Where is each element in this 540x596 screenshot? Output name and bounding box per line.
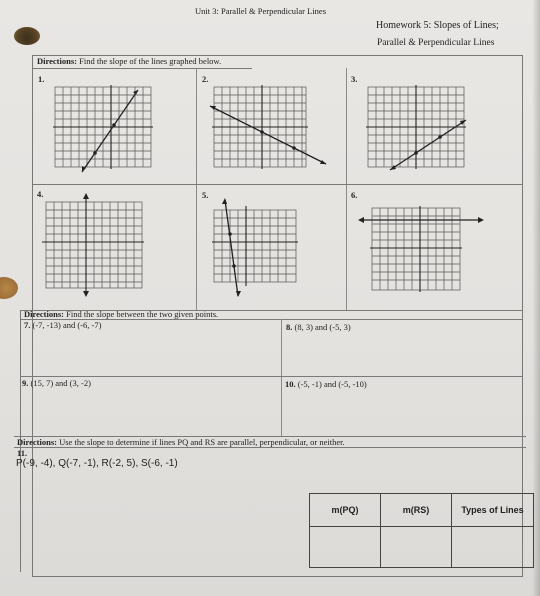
graph-3-axes (366, 85, 466, 169)
directions-text: Use the slope to determine if lines PQ and RS are parallel, perpendicular, or neither. (56, 437, 345, 447)
graph-5-point-a (228, 232, 232, 236)
graph-4 (38, 190, 146, 300)
graph-5-line (225, 200, 238, 296)
problem-2-number: 2. (202, 74, 209, 84)
problem-9 (22, 378, 91, 388)
header-slope-rs: m(RS) (381, 494, 452, 527)
graph-3-point-b (438, 135, 442, 139)
problem-9-text: (15, 7) and (3, -2) (30, 378, 91, 388)
problem-11-number: 11. (17, 448, 28, 458)
answer-slope-pq[interactable] (310, 527, 381, 568)
problem-7 (24, 320, 101, 330)
graph-6-arrow-right (478, 217, 484, 223)
problem-10-text: (-5, -1) and (-5, -10) (297, 379, 367, 389)
graph-1-line (82, 90, 138, 172)
graph-3-arrow-top (460, 120, 466, 125)
problem-1-number: 1. (38, 74, 45, 84)
homework-subtitle: Parallel & Perpendicular Lines (377, 38, 495, 48)
graph-5-point-b (232, 264, 236, 268)
graph-1-arrow-top (133, 90, 138, 95)
header-types-of-lines: Types of Lines (452, 494, 534, 527)
section1-directions (37, 56, 221, 66)
graph-3-point-a (414, 151, 418, 155)
unit-title: Unit 3: Parallel & Perpendicular Lines (195, 6, 327, 16)
graph-5 (208, 194, 308, 298)
answer-slope-rs[interactable] (381, 527, 452, 568)
directions-label: Directions: (24, 309, 64, 319)
directions-underline (32, 68, 252, 69)
problem-6-number: 6. (351, 190, 358, 200)
problem-8-number: 8. (286, 322, 293, 332)
graph-1-point-b (112, 123, 116, 127)
graph-2-point-b (292, 146, 296, 150)
col-divider-2 (346, 68, 347, 311)
binder-hole-top (14, 27, 40, 45)
problem-5-number: 5. (202, 190, 209, 200)
problem-11-points: P(-9, -4), Q(-7, -1), R(-2, 5), S(-6, -1) (16, 458, 178, 469)
graph-4-axes (42, 194, 144, 296)
graph-1-point-a (93, 151, 97, 155)
graph-2-point-a (260, 130, 264, 134)
slope-results-table (309, 493, 534, 568)
col-divider-1 (196, 68, 197, 311)
graph-4-arrow-up (83, 193, 89, 199)
problem-10-number: 10. (285, 379, 296, 389)
section3-directions (17, 437, 345, 447)
graph-6 (356, 204, 486, 302)
graph-4-grid (46, 202, 142, 288)
section2-row-divider (20, 376, 523, 377)
problem-9-number: 9. (22, 378, 29, 388)
problem-7-number: 7. (24, 320, 31, 330)
section2-col-divider (281, 319, 282, 436)
graph-5-arrow-top (222, 198, 227, 204)
header-slope-pq: m(PQ) (310, 494, 381, 527)
answer-types-of-lines[interactable] (452, 527, 534, 568)
graph-5-arrow-bottom (236, 291, 241, 297)
problem-3-number: 3. (351, 74, 358, 84)
problem-10 (285, 379, 367, 389)
graph-5-grid (214, 210, 296, 282)
graph-2-axes (212, 85, 308, 169)
graph-6-arrow-left (358, 217, 364, 223)
problem-7-text: (-7, -13) and (-6, -7) (32, 320, 102, 330)
homework-title: Homework 5: Slopes of Lines; (376, 20, 499, 31)
graph-4-arrow-down (83, 291, 89, 297)
graph-2 (204, 82, 330, 174)
binder-hole-middle (0, 277, 18, 299)
problem-4-number: 4. (37, 189, 44, 199)
problem-8-text: (8, 3) and (-5, 3) (294, 322, 351, 332)
section2-directions (24, 309, 218, 319)
table-answer-row (310, 527, 534, 568)
graph-6-axes (370, 206, 462, 292)
directions-label: Directions: (17, 437, 57, 447)
directions-text: Find the slope between the two given points. (63, 309, 219, 319)
row-divider-graphs (32, 184, 523, 185)
directions-text: Find the slope of the lines graphed below. (76, 56, 222, 66)
directions-label: Directions: (37, 56, 77, 66)
section3-header-border (14, 447, 526, 448)
graph-3 (360, 82, 470, 176)
graph-1 (50, 82, 160, 176)
problem-8 (286, 322, 351, 332)
table-header-row (310, 494, 534, 527)
graph-3-arrow-bottom (390, 165, 396, 170)
